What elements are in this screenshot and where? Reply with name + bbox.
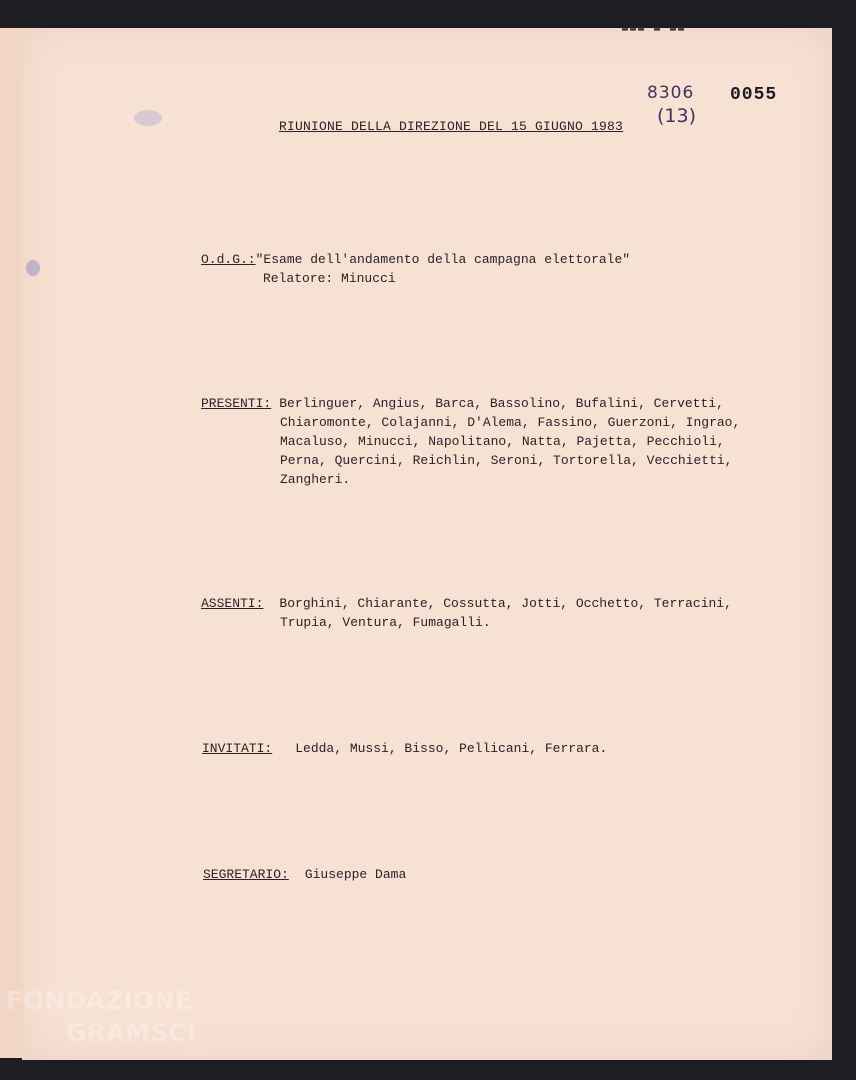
segretario-label: SEGRETARIO: (203, 867, 289, 882)
handwritten-note: (13) (657, 105, 697, 127)
agenda-text: "Esame dell'andamento della campagna elettorale" (255, 252, 631, 267)
presenti-section (201, 394, 740, 489)
agenda-relatore: Relatore: Minucci (263, 271, 396, 286)
agenda-section (201, 250, 630, 288)
presenti-label: PRESENTI: (201, 396, 272, 411)
underlying-sheet (0, 28, 23, 1058)
invitati-label: INVITATI: (202, 741, 273, 756)
page-title: RIUNIONE DELLA DIREZIONE DEL 15 GIUGNO 1983 (279, 119, 624, 134)
ink-blot (26, 260, 40, 276)
watermark-logo (6, 986, 216, 1066)
handwritten-archive-number (647, 83, 707, 143)
presenti-line: Macaluso, Minucci, Napolitano, Natta, Pajetta, Pecchioli, (280, 434, 725, 449)
watermark-line2: GRAMSCI (66, 1018, 196, 1047)
watermark-line1: FONDAZIONE (6, 986, 193, 1015)
assenti-label: ASSENTI: (201, 596, 264, 611)
stamp-number: 0055 (730, 85, 778, 105)
invitati-section (202, 739, 607, 758)
presenti-line: Berlinguer, Angius, Barca, Bassolino, Bufalini, Cervetti, (279, 396, 724, 411)
assenti-line: Borghini, Chiarante, Cossutta, Jotti, Occhetto, Terracini, (279, 596, 732, 611)
handwritten-number: 8306 (647, 83, 695, 103)
presenti-line: Perna, Quercini, Reichlin, Seroni, Tortorella, Vecchietti, (280, 453, 733, 468)
segretario-section (203, 865, 406, 884)
invitati-text: Ledda, Mussi, Bisso, Pellicani, Ferrara. (295, 741, 608, 756)
ink-blot (134, 110, 162, 126)
presenti-line: Zangheri. (280, 472, 351, 487)
watermark-line3: onlus (184, 1049, 209, 1059)
presenti-line: Chiaromonte, Colajanni, D'Alema, Fassino, Guerzoni, Ingrao, (280, 415, 741, 430)
segretario-text: Giuseppe Dama (304, 867, 407, 882)
top-edge-mark: ▬▬▬ ▬ ▬▬ (622, 24, 687, 32)
document-page (22, 24, 832, 1060)
assenti-section (201, 594, 732, 632)
agenda-label: O.d.G.: (201, 252, 256, 267)
assenti-line: Trupia, Ventura, Fumagalli. (280, 615, 491, 630)
